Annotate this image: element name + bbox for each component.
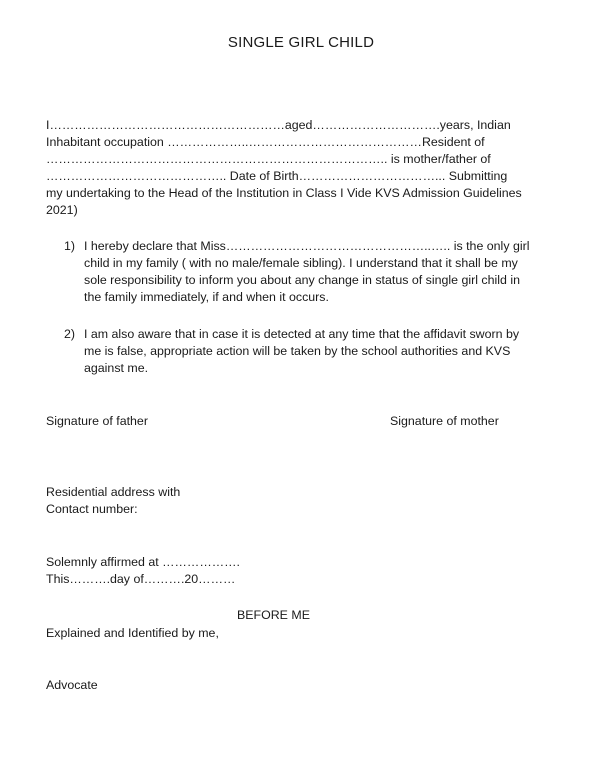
- item-2-number: 2): [64, 327, 76, 341]
- item-1-line-1: I hereby declare that Miss…………………………………………..….. is the only girl: [84, 239, 530, 253]
- intro-line-1: I…………………………………………………aged………………………….years, Indian: [46, 118, 511, 132]
- item-1-line-3: sole responsibility to inform you about any change in status of single girl child in: [84, 273, 520, 287]
- advocate-label: Advocate: [46, 678, 98, 692]
- intro-line-3: ……………………………………………………………………….. is mother/father of: [46, 152, 491, 166]
- item-1-line-2: child in my family ( with no male/female sibling). I understand that it shall be my: [84, 256, 518, 270]
- item-1-number: 1): [64, 239, 76, 253]
- intro-line-2: Inhabitant occupation ………………..……………………………………Resident of: [46, 135, 485, 149]
- item-2-line-3: against me.: [84, 361, 149, 375]
- date-line: This……….day of……….20………: [46, 572, 236, 586]
- contact-number-label: Contact number:: [46, 502, 138, 516]
- signature-father-label: Signature of father: [46, 414, 148, 428]
- explained-identified-line: Explained and Identified by me,: [46, 626, 219, 640]
- item-2-line-2: me is false, appropriate action will be taken by the school authorities and KVS: [84, 344, 511, 358]
- address-label: Residential address with: [46, 485, 181, 499]
- intro-line-6: 2021): [46, 203, 78, 217]
- intro-line-4: …………………………………….. Date of Birth……………………………... Submitting: [46, 169, 508, 183]
- signature-mother-label: Signature of mother: [390, 414, 499, 428]
- affirmed-at-line: Solemnly affirmed at ……………….: [46, 555, 240, 569]
- document-title: SINGLE GIRL CHILD: [227, 34, 375, 51]
- item-2-line-1: I am also aware that in case it is detected at any time that the affidavit sworn by: [84, 327, 520, 341]
- before-me-heading: BEFORE ME: [237, 608, 310, 622]
- intro-line-5: my undertaking to the Head of the Institution in Class I Vide KVS Admission Guidelines: [46, 186, 522, 200]
- item-1-line-4: the family immediately, if and when it occurs.: [84, 290, 329, 304]
